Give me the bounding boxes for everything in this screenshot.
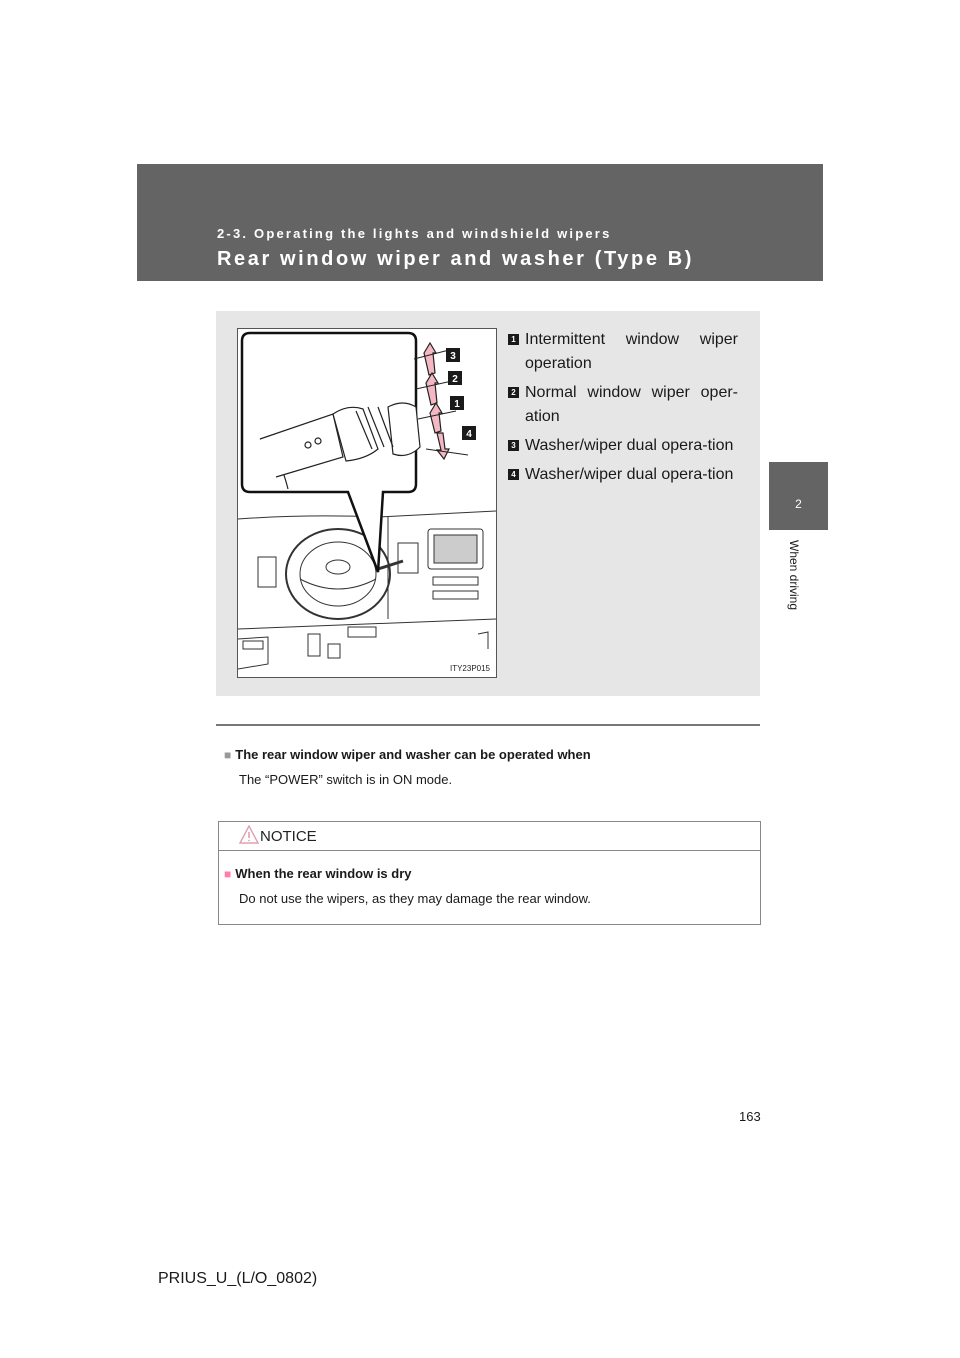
notice-heading [224, 866, 412, 881]
notice-body: Do not use the wipers, as they may damage the rear window. [239, 891, 591, 906]
notice-title: NOTICE [260, 828, 317, 845]
arrow-label-4: 4 [466, 429, 472, 440]
note-heading [224, 747, 591, 762]
square-bullet-icon: ■ [224, 867, 232, 881]
legend-text: Washer/wiper dual opera-tion [525, 437, 734, 454]
legend-item [508, 328, 738, 376]
illustration-drawing [238, 329, 496, 677]
notice-box [218, 821, 761, 925]
page-number: 163 [739, 1109, 761, 1124]
notice-header [219, 822, 760, 851]
legend-number: 4 [508, 469, 519, 480]
arrow-number-markers [446, 348, 476, 440]
chapter-tab[interactable] [769, 462, 828, 530]
wiper-lever-illustration [237, 328, 497, 678]
section-header [137, 164, 823, 281]
notice-heading-text: When the rear window is dry [235, 866, 412, 881]
legend-text: Intermittent window wiper operation [525, 331, 738, 372]
square-bullet-icon: ■ [224, 748, 232, 762]
chapter-label: When driving [787, 540, 801, 611]
section-subtitle: 2-3. Operating the lights and windshield wipers [217, 226, 612, 241]
legend-item [508, 381, 738, 429]
figure-legend [508, 328, 738, 492]
legend-item [508, 434, 738, 458]
arrow-label-2: 2 [452, 374, 458, 385]
figure-code: ITY23P015 [449, 664, 490, 673]
note-body: The “POWER” switch is in ON mode. [239, 772, 453, 787]
warning-triangle-icon [239, 825, 259, 844]
footer-code: PRIUS_U_(L/O_0802) [158, 1270, 318, 1287]
legend-text: Normal window wiper oper-ation [525, 384, 738, 425]
legend-item [508, 463, 738, 487]
legend-text: Washer/wiper dual opera-tion [525, 466, 734, 483]
legend-number: 1 [508, 334, 519, 345]
page-title: Rear window wiper and washer (Type B) [217, 248, 695, 270]
section-divider [216, 724, 760, 726]
legend-number: 3 [508, 440, 519, 451]
legend-number: 2 [508, 387, 519, 398]
chapter-number: 2 [795, 497, 802, 511]
arrow-label-1: 1 [454, 399, 460, 410]
arrow-label-3: 3 [450, 351, 456, 362]
note-heading-text: The rear window wiper and washer can be operated when [235, 747, 591, 762]
